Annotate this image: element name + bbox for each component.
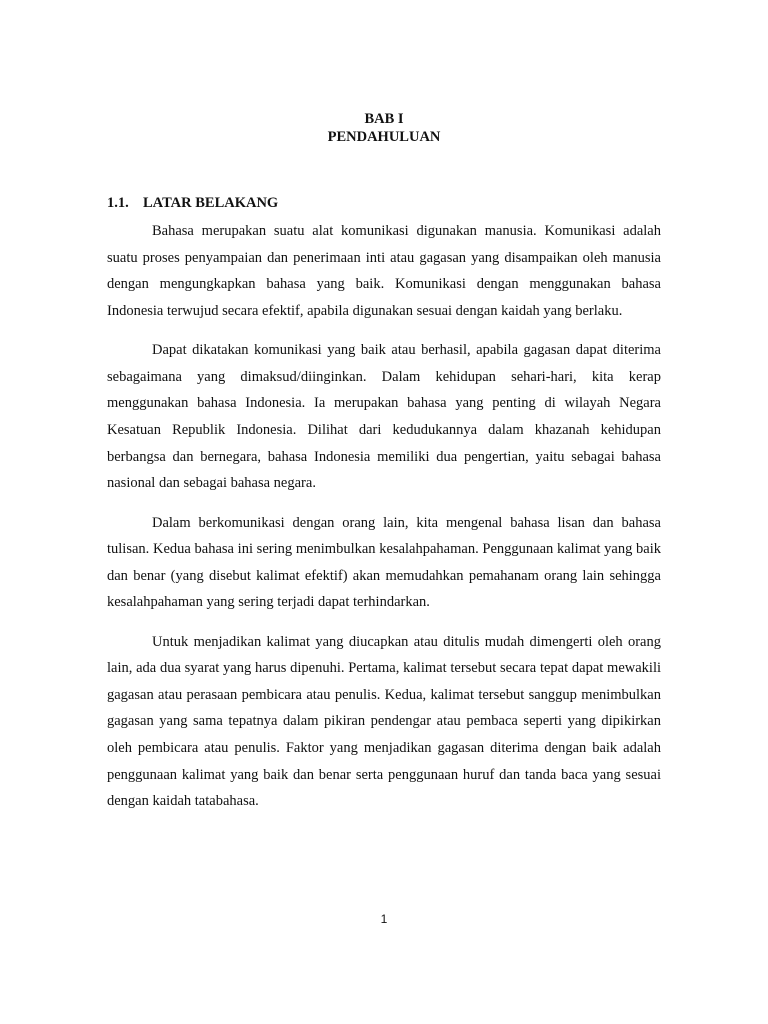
paragraph: Dapat dikatakan komunikasi yang baik atau berhasil, apabila gagasan dapat diterima sebagaimana yang dimaksud/diinginkan. Dalam kehidupan sehari-hari, kita kerap menggunakan bahasa Indonesia. Ia merupakan bahasa yang penting di wilayah Negara Kesatuan Republik Indonesia. Dilihat dari kedudukannya dalam khazanah kehidupan berbangsa dan bernegara, bahasa Indonesia memiliki dua pengertian, yaitu sebagai bahasa nasional dan sebagai bahasa negara. — [107, 342, 661, 492]
section-title: LATAR BELAKANG — [143, 195, 279, 211]
chapter-title: PENDAHULUAN — [327, 129, 441, 145]
section-heading — [107, 194, 278, 212]
page-number: 1 — [380, 912, 388, 926]
paragraph: Untuk menjadikan kalimat yang diucapkan atau ditulis mudah dimengerti oleh orang lain, ada dua syarat yang harus dipenuhi. Pertama, kalimat tersebut secara tepat dapat mewakili gagasan atau perasaan pembicara atau penulis. Kedua, kalimat tersebut sanggup menimbulkan gagasan yang sama tepatnya dalam pikiran pendengar atau pembaca seperti yang dipikirkan oleh pembicara atau penulis. Faktor yang menjadikan gagasan diterima dengan baik adalah penggunaan kalimat yang baik dan benar serta penggunaan huruf dan tanda baca yang sesuai dengan kaidah tatabahasa. — [107, 633, 661, 810]
paragraph: Bahasa merupakan suatu alat komunikasi digunakan manusia. Komunikasi adalah suatu proses penyampaian dan penerimaan inti atau gagasan yang disampaikan oleh manusia dengan mengungkapkan bahasa yang baik. Komunikasi dengan menggunakan bahasa Indonesia terwujud secara efektif, apabila digunakan sesuai dengan kaidah yang berlaku. — [107, 223, 661, 319]
body-text — [107, 218, 661, 828]
chapter-label: BAB I — [364, 111, 404, 127]
chapter-heading — [0, 110, 768, 146]
section-number: 1.1. — [107, 195, 129, 211]
paragraph: Dalam berkomunikasi dengan orang lain, kita mengenal bahasa lisan dan bahasa tulisan. Kedua bahasa ini sering menimbulkan kesalahpahaman. Penggunaan kalimat yang baik dan benar (yang disebut kalimat efektif) akan memudahkan pemahanam orang lain sehingga kesalahpahaman yang sering terjadi dapat terhindarkan. — [107, 514, 661, 611]
